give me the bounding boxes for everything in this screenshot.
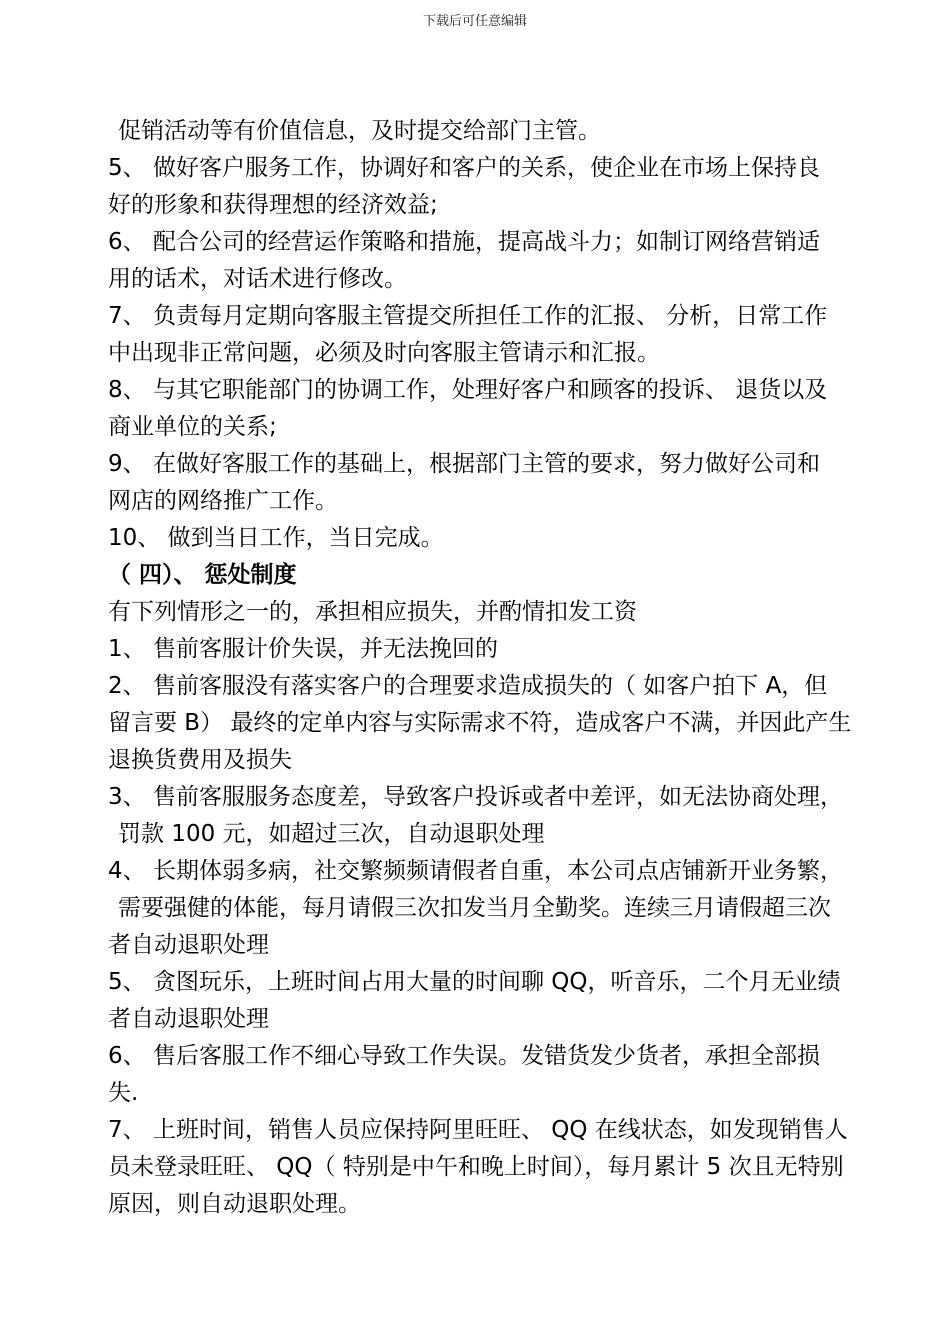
text-line: 留言要 B） 最终的定单内容与实际需求不符，造成客户不满，并因此产生	[108, 710, 852, 736]
list-item-6: 6、 配合公司的经营运作策略和措施，提高战斗力；如制订网络营销适	[108, 229, 820, 255]
list-item-10: 10、 做到当日工作，当日完成。	[108, 525, 444, 551]
text-line: 退换货费用及损失	[108, 747, 292, 773]
penalty-item-2: 2、 售前客服没有落实客户的合理要求造成损失的（ 如客户拍下 A，但	[108, 673, 828, 699]
penalty-item-4: 4、 长期体弱多病，社交繁频频请假者自重，本公司点店铺新开业务繁，	[108, 858, 843, 884]
text-line: 者自动退职处理	[108, 1006, 269, 1032]
list-item-5: 5、 做好客户服务工作，协调好和客户的关系，使企业在市场上保持良	[108, 155, 820, 181]
text-line: 好的形象和获得理想的经济效益;	[108, 192, 438, 218]
text-line: 促销活动等有价值信息，及时提交给部门主管。	[118, 118, 601, 144]
penalty-item-1: 1、 售前客服计价失误，并无法挽回的	[108, 636, 498, 662]
text-line: 员未登录旺旺、 QQ（ 特别是中午和晚上时间），每月累计 5 次且无特别	[108, 1154, 844, 1180]
section-intro: 有下列情形之一的，承担相应损失，并酌情扣发工资	[108, 599, 637, 625]
text-line: 网店的网络推广工作。	[108, 488, 338, 514]
text-line: 用的话术，对话术进行修改。	[108, 266, 407, 292]
text-line: 原因，则自动退职处理。	[108, 1191, 361, 1217]
page-header: 下载后可任意编辑	[422, 14, 527, 29]
text-line: 失.	[108, 1080, 139, 1106]
text-line: 罚款 100 元，如超过三次，自动退职处理	[118, 821, 545, 847]
penalty-item-3: 3、 售前客服服务态度差，导致客户投诉或者中差评，如无法协商处理，	[108, 784, 843, 810]
penalty-item-7: 7、 上班时间，销售人员应保持阿里旺旺、 QQ 在线状态，如发现销售人	[108, 1117, 848, 1143]
document-body	[108, 113, 898, 1223]
penalty-item-5: 5、 贪图玩乐，上班时间占用大量的时间聊 QQ，听音乐，二个月无业绩	[108, 969, 841, 995]
list-item-9: 9、 在做好客服工作的基础上，根据部门主管的要求，努力做好公司和	[108, 451, 820, 477]
text-line: 者自动退职处理	[108, 932, 269, 958]
section-heading: （ 四）、 惩处制度	[108, 562, 297, 588]
list-item-8: 8、 与其它职能部门的协调工作，处理好客户和顾客的投诉、 退货以及	[108, 377, 828, 403]
text-line: 商业单位的关系;	[108, 414, 277, 440]
text-line: 中出现非正常问题，必须及时向客服主管请示和汇报。	[108, 340, 660, 366]
text-line: 需要强健的体能，每月请假三次扣发当月全勤奖。连续三月请假超三次	[118, 895, 831, 921]
penalty-item-6: 6、 售后客服工作不细心导致工作失误。发错货发少货者，承担全部损	[108, 1043, 820, 1069]
list-item-7: 7、 负责每月定期向客服主管提交所担任工作的汇报、 分析，日常工作	[108, 303, 828, 329]
